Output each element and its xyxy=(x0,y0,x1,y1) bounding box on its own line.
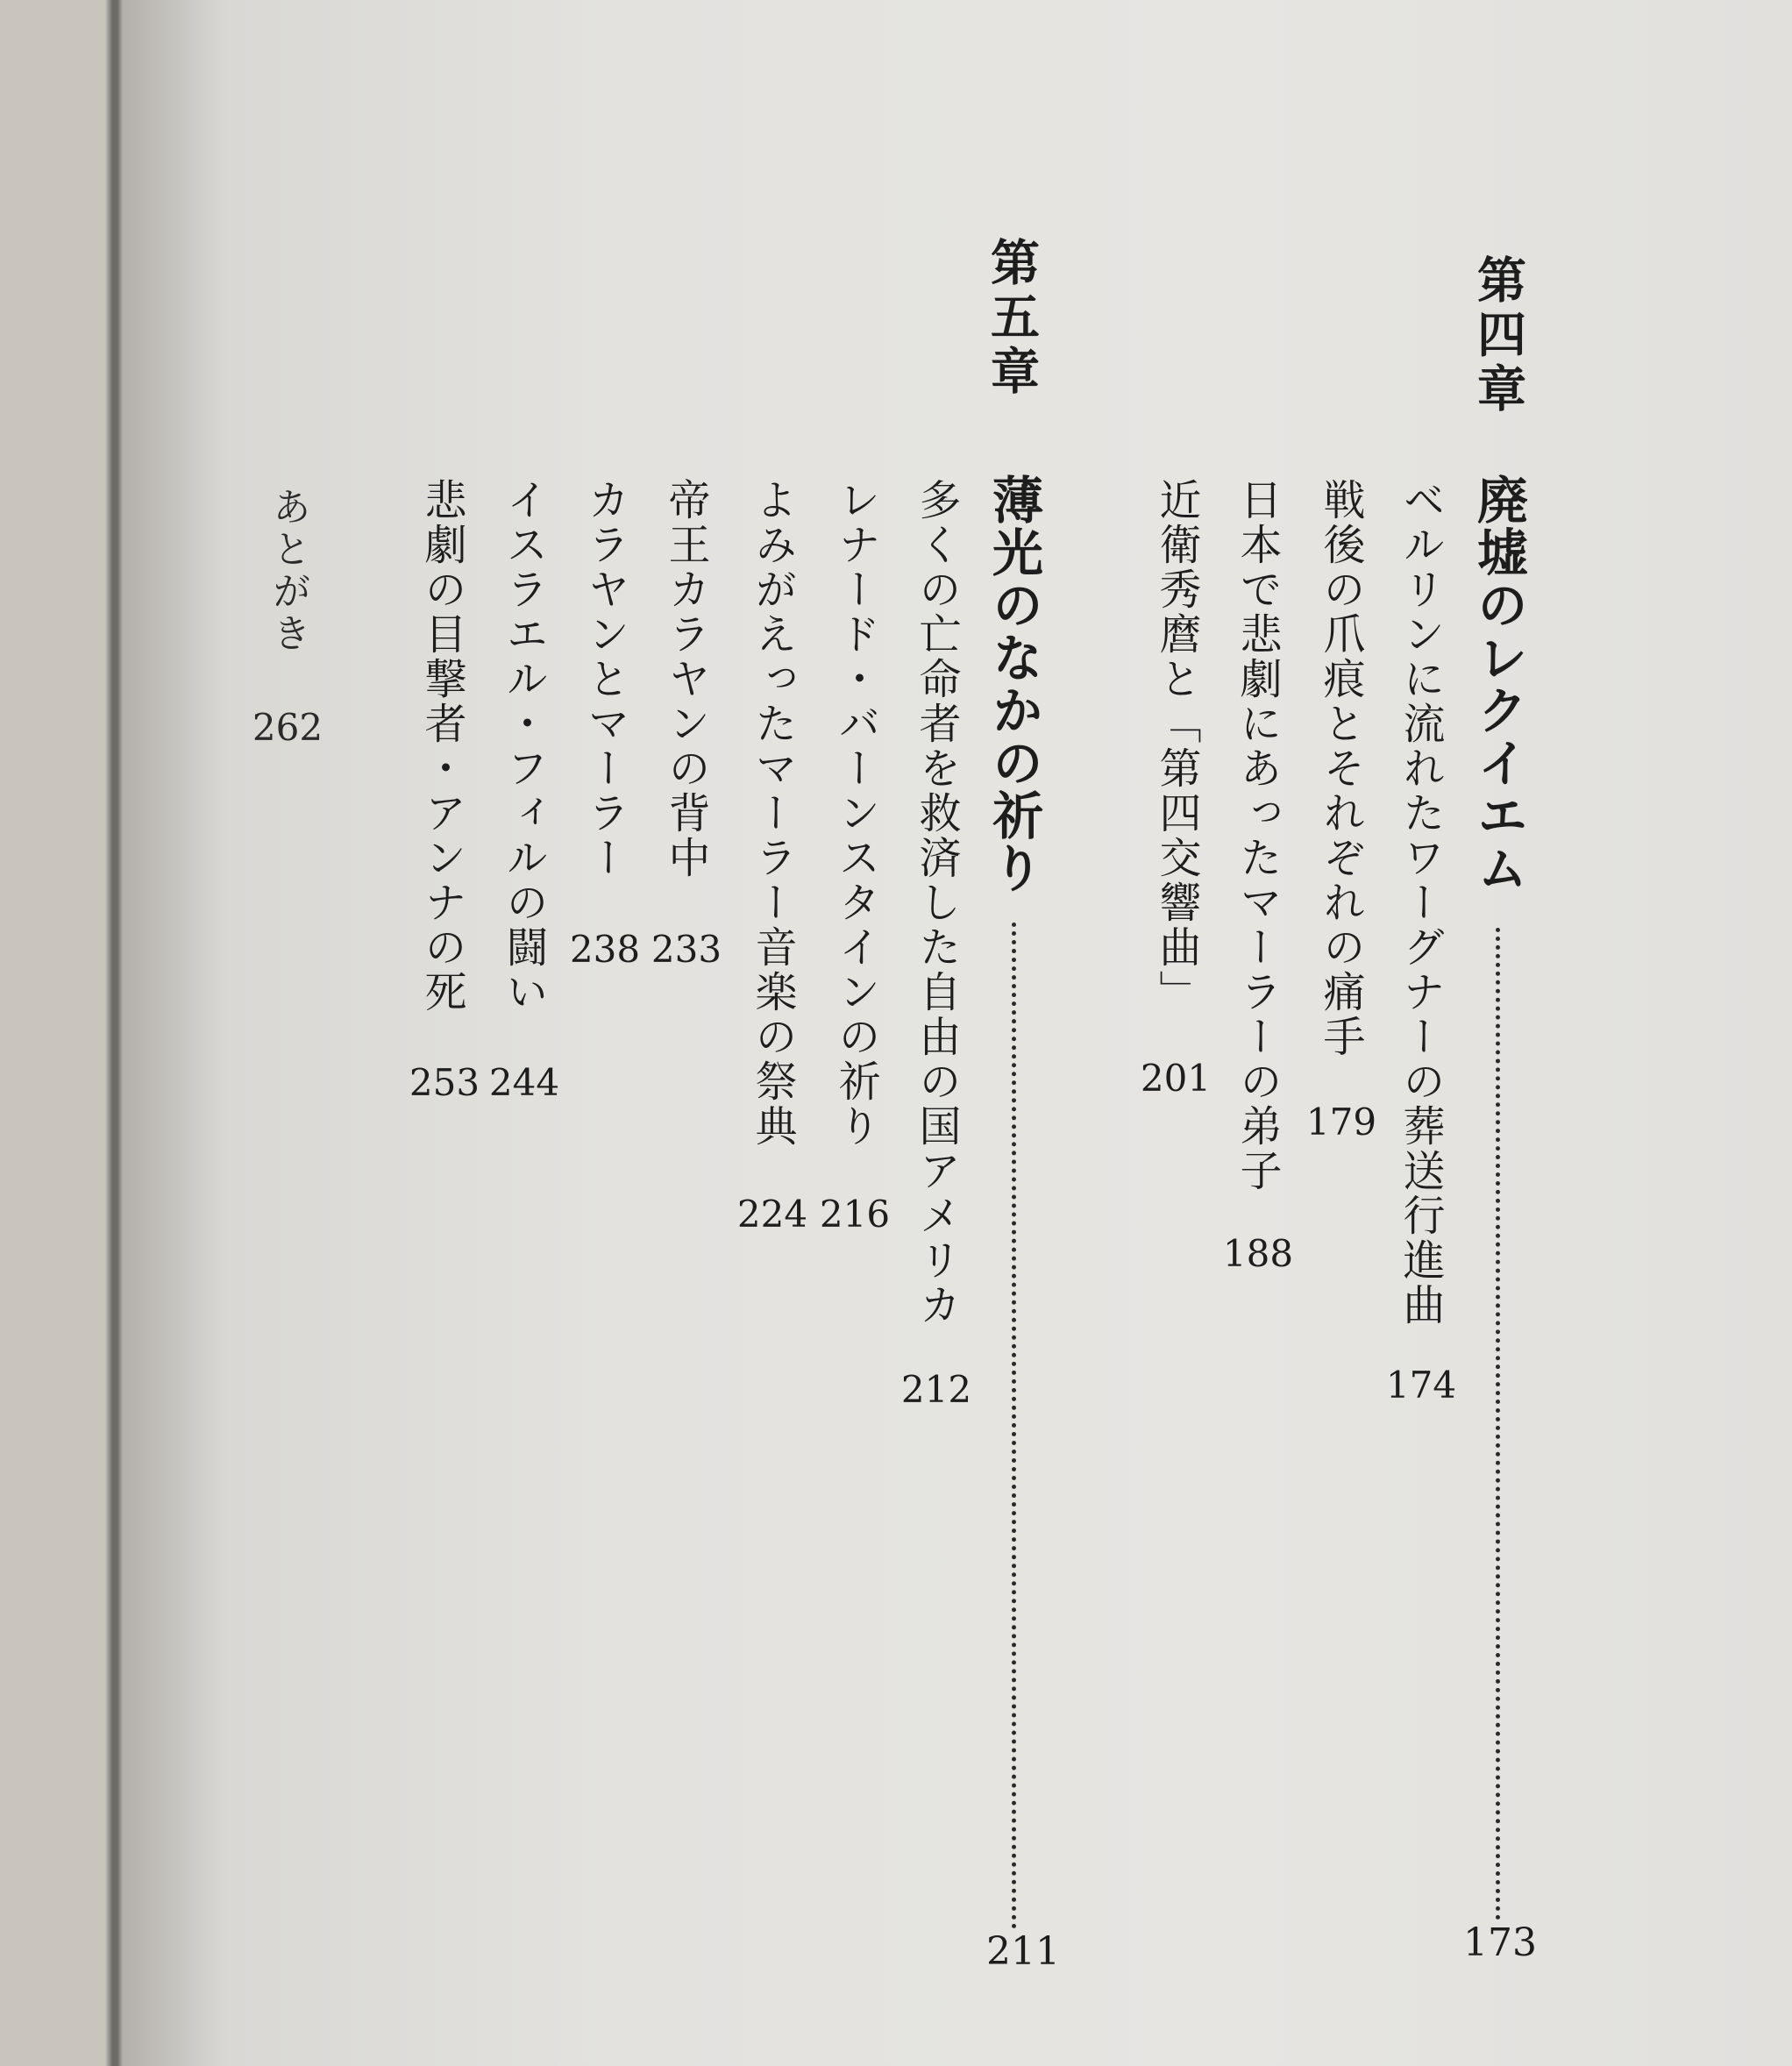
toc-item-page: 244 xyxy=(488,1061,560,1104)
toc-item-page: 224 xyxy=(736,1193,808,1236)
chapter-5-page: 211 xyxy=(986,1929,1060,1974)
toc-item-title: カラヤンとマーラー xyxy=(580,478,629,880)
toc-item-page: 238 xyxy=(569,928,641,971)
toc-item-page: 216 xyxy=(819,1193,891,1236)
chapter-4-label: 第四章 xyxy=(1469,254,1526,417)
toc-item-page: 179 xyxy=(1305,1101,1377,1143)
toc-item-title: ベルリンに流れたワーグナーの葬送行進曲 xyxy=(1396,478,1445,1328)
chapter-4-title: 廃墟のレクイエム xyxy=(1468,474,1528,894)
chapter-5-label: 第五章 xyxy=(983,237,1040,400)
toc-item-title: 近衛秀麿と「第四交響曲」 xyxy=(1152,478,1201,1015)
toc-item-page: 253 xyxy=(409,1061,480,1104)
chapter-5-leader-dots xyxy=(1012,923,1016,1929)
toc-item-title: よみがえったマーラー音楽の祭典 xyxy=(748,478,797,1149)
toc-item-page: 174 xyxy=(1385,1364,1457,1407)
toc-item-title: イスラエル・フィルの闘い xyxy=(499,478,548,1015)
toc-item-title: 戦後の爪痕とそれぞれの痛手 xyxy=(1316,478,1365,1059)
toc-item-title: 帝王カラヤンの背中 xyxy=(661,478,710,880)
chapter-5-title: 薄光のなかの祈り xyxy=(984,474,1043,894)
chapter-4-page: 173 xyxy=(1463,1920,1537,1965)
toc-item-title: レナード・バーンスタインの祈り xyxy=(831,478,880,1149)
toc-item-title: 日本で悲劇にあったマーラーの弟子 xyxy=(1233,478,1282,1193)
afterword-title: あとがき xyxy=(266,487,310,655)
toc-item-page: 212 xyxy=(900,1368,972,1411)
chapter-4-leader-dots xyxy=(1496,928,1500,1920)
afterword-page: 262 xyxy=(252,706,324,749)
toc-item-page: 188 xyxy=(1222,1232,1294,1275)
toc-item-page: 233 xyxy=(651,928,722,971)
toc-item-title: 多くの亡命者を救済した自由の国アメリカ xyxy=(912,478,961,1328)
toc-item-page: 201 xyxy=(1140,1057,1212,1100)
toc-item-title: 悲劇の目撃者・アンナの死 xyxy=(417,478,466,1015)
